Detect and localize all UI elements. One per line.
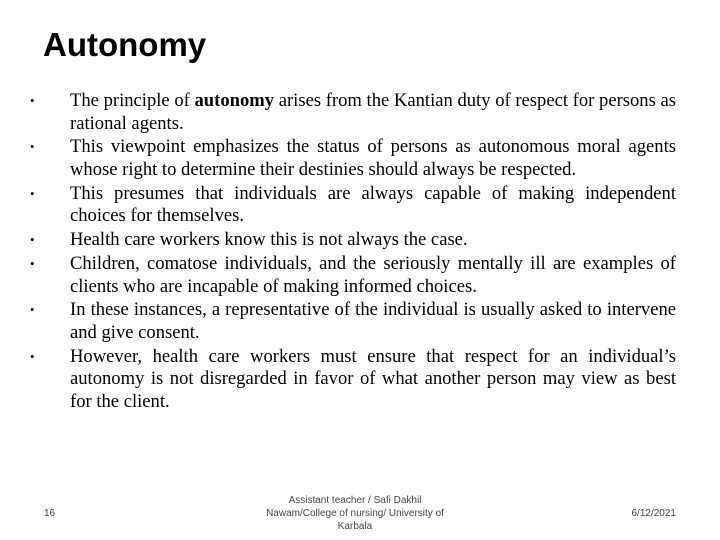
footer-author-line: Assistant teacher / Safi Dakhil: [288, 495, 422, 506]
bullet-icon: •: [30, 232, 35, 248]
bullet-item: [30, 299, 676, 344]
footer-author-line: Nawam/College of nursing/ University of: [266, 508, 444, 519]
footer-date: 6/12/2021: [631, 508, 676, 519]
bullet-text: The principle of autonomy arises from the Kantian duty of respect for persons as rational agents.: [70, 90, 676, 134]
bold-term: autonomy: [194, 90, 275, 111]
page-number: 16: [44, 508, 56, 519]
bullet-item: [30, 229, 676, 252]
bullet-text: This presumes that individuals are always capable of making independent choices for themselves.: [70, 182, 676, 227]
footer-author: [250, 494, 460, 533]
bullet-item: [30, 136, 676, 181]
bullet-text: However, health care workers must ensure that respect for an individual’s autonomy is not disregarded in favor of what another person may view as best for the client.: [70, 345, 676, 412]
slide-title: Autonomy: [43, 26, 207, 63]
bullet-icon: •: [30, 93, 35, 108]
bullet-text: Children, comatose individuals, and the seriously mentally ill are examples of clients who are incapable of making informed choices.: [70, 252, 676, 297]
bullet-icon: •: [30, 302, 35, 318]
bullet-icon: •: [30, 348, 35, 364]
bullet-list: [30, 90, 676, 415]
bullet-icon: •: [30, 185, 35, 201]
footer-author-line: Karbala: [337, 521, 373, 532]
bullet-item: [30, 183, 676, 228]
bullet-text: This viewpoint emphasizes the status of persons as autonomous moral agents whose right to determine their destinies should always be respected.: [70, 136, 676, 180]
bullet-item: [30, 90, 676, 135]
bullet-icon: •: [30, 139, 35, 155]
bullet-item: [30, 346, 676, 414]
bullet-text: In these instances, a representative of the individual is usually asked to intervene and give consent.: [70, 299, 676, 343]
bullet-icon: •: [30, 255, 35, 271]
bullet-text: Health care workers know this is not always the case.: [70, 229, 468, 251]
bullet-item: [30, 253, 676, 298]
